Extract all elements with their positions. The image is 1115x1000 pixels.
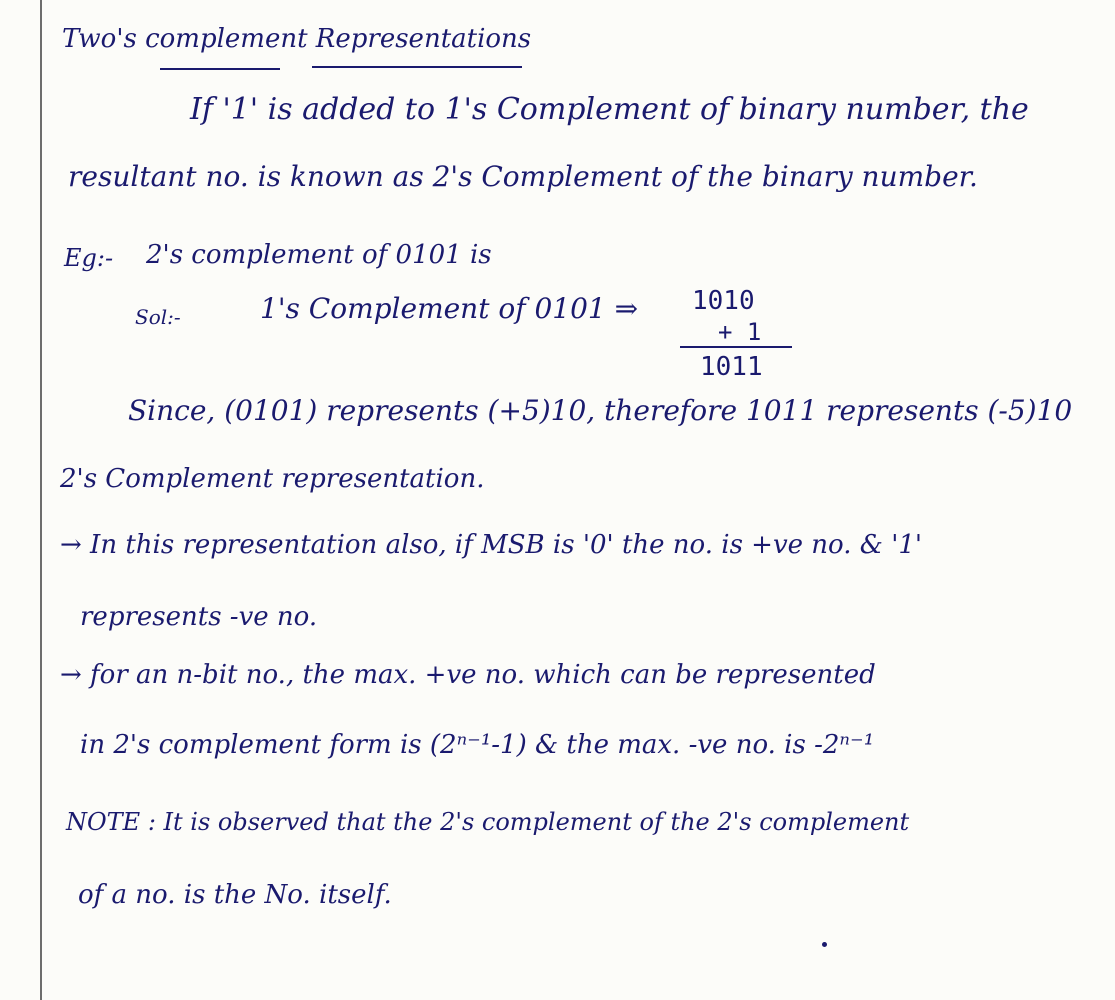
solution-text: 1's Complement of 0101 ⇒ bbox=[260, 292, 639, 325]
heading-underline-1 bbox=[160, 68, 280, 70]
since-line: Since, (0101) represents (+5)10, therefore 1011 represents (-5)10 bbox=[128, 394, 1073, 427]
calc-sum-line bbox=[680, 346, 792, 348]
example-text: 2's complement of 0101 is bbox=[146, 240, 492, 270]
note-line-2: of a no. is the No. itself. bbox=[78, 880, 392, 910]
representation-label: 2's Complement representation. bbox=[60, 464, 485, 494]
margin-line bbox=[40, 0, 42, 1000]
msb-line-2: represents -ve no. bbox=[80, 602, 318, 632]
page-heading: Two's complement Representations bbox=[62, 24, 532, 54]
nbit-line-1: → for an n-bit no., the max. +ve no. which can be represented bbox=[60, 660, 876, 690]
msb-line-1: → In this representation also, if MSB is '0' the no. is +ve no. & '1' bbox=[60, 530, 923, 560]
nbit-line-2: in 2's complement form is (2ⁿ⁻¹-1) & the max. -ve no. is -2ⁿ⁻¹ bbox=[80, 730, 875, 760]
calc-result-value: 1011 bbox=[700, 352, 763, 382]
calc-top-value: 1010 bbox=[692, 286, 755, 316]
pen-mark bbox=[822, 942, 827, 947]
note-line-1: NOTE : It is observed that the 2's complement of the 2's complement bbox=[66, 808, 910, 836]
definition-line-1: If '1' is added to 1's Complement of binary number, the bbox=[190, 92, 1029, 127]
example-label: Eg:- bbox=[64, 244, 114, 272]
calc-add-value: + 1 bbox=[718, 318, 762, 346]
solution-label: Sol:- bbox=[135, 305, 181, 329]
heading-underline-2 bbox=[312, 66, 522, 68]
definition-line-2: resultant no. is known as 2's Complement of the binary number. bbox=[68, 160, 978, 193]
